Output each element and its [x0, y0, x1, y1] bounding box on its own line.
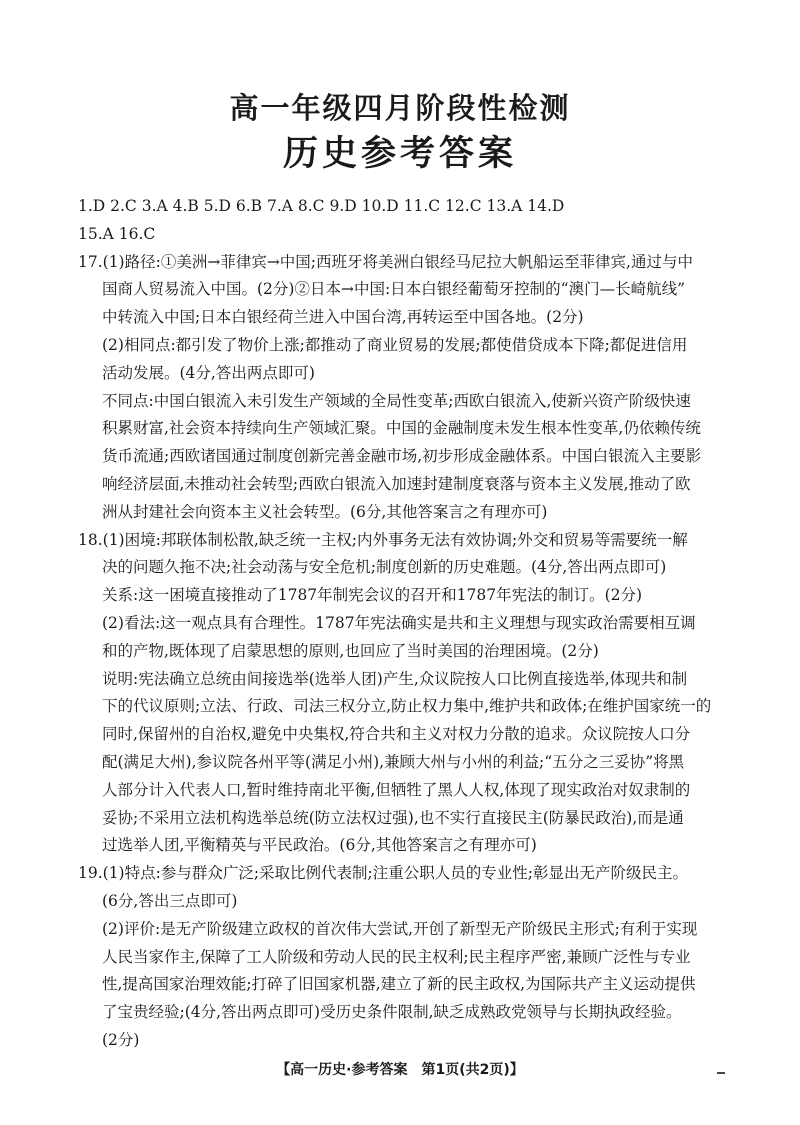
answer-line: 17.(1)路径:①美洲→菲律宾→中国;西班牙将美洲白银经马尼拉大帆船运至菲律宾,通过与中: [78, 252, 693, 271]
answer-line: 积累财富,社会资本持续向生产领域汇聚。中国的金融制度未发生根本性变革,仍依赖传统: [102, 419, 701, 438]
answer-line: 18.(1)困境:邦联体制松散,缺乏统一主权;内外事务无法有效协调;外交和贸易等需要统一解: [78, 530, 688, 549]
answer-line: 和的产物,既体现了启蒙思想的原则,也回应了当时美国的治理困境。(2分): [102, 641, 599, 660]
answer-line: 人部分计入代表人口,暂时维持南北平衡,但牺牲了黑人人权,体现了现实政治对奴隶制的: [102, 780, 691, 799]
answer-line: 19.(1)特点:参与群众广泛;采取比例代表制;注重公职人员的专业性;彰显出无产阶级民主。: [78, 864, 688, 883]
answer-line: 响经济层面,未推动社会转型;西欧白银流入加速封建制度衰落与资本主义发展,推动了欧: [102, 474, 691, 493]
answer-line: 说明:宪法确立总统由间接选举(选举人团)产生,众议院按人口比例直接选举,体现共和制: [102, 669, 688, 688]
corner-mark: [717, 1072, 725, 1074]
answer-key-title: 历史参考答案: [282, 134, 517, 174]
answer-line: (2)评价:是无产阶级建立政权的首次伟大尝试,开创了新型无产阶级民主形式;有利于实现: [102, 919, 698, 938]
exam-title: 高一年级四月阶段性检测: [229, 91, 571, 125]
page-footer: 【高一历史·参考答案 第1页(共2页)】: [276, 1062, 524, 1078]
answer-line: 配(满足大州),参议院各州平等(满足小州),兼顾大州与小州的利益;“五分之三妥协”将黑: [102, 752, 685, 771]
answer-line: 国商人贸易流入中国。(2分)②日本→中国:日本白银经葡萄牙控制的“澳门—长崎航线”: [102, 280, 686, 299]
answer-line: (6分,答出三点即可): [102, 891, 238, 910]
answer-line: (2分): [102, 1030, 140, 1049]
answer-line: 1.D 2.C 3.A 4.B 5.D 6.B 7.A 8.C 9.D 10.D 11.C 12.C 13.A 14.D: [78, 197, 565, 215]
answer-line: 性,提高国家治理效能;打碎了旧国家机器,建立了新的民主政权,为国际共产主义运动提供: [102, 975, 696, 994]
answer-line: 关系:这一困境直接推动了1787年制宪会议的召开和1787年宪法的制订。(2分): [102, 586, 643, 605]
answer-line: 15.A 16.C: [78, 224, 156, 243]
answer-line: 决的问题久拖不决;社会动荡与安全危机;制度创新的历史难题。(4分,答出两点即可): [102, 558, 667, 577]
answer-line: 不同点:中国白银流入未引发生产领域的全局性变革;西欧白银流入,使新兴资产阶级快速: [102, 391, 691, 410]
answer-line: 中转流入中国;日本白银经荷兰进入中国台湾,再转运至中国各地。(2分): [102, 308, 584, 327]
answer-line: (2)相同点:都引发了物价上涨;都推动了商业贸易的发展;都使借贷成本下降;都促进信用: [102, 335, 688, 354]
answer-line: (2)看法:这一观点具有合理性。1787年宪法确实是共和主义理想与现实政治需要相互调: [102, 613, 696, 632]
answer-line: 洲从封建社会向资本主义社会转型。(6分,其他答案言之有理亦可): [102, 502, 548, 521]
answer-line: 下的代议原则;立法、行政、司法三权分立,防止权力集中,维护共和政体;在维护国家统一的: [102, 697, 712, 716]
answer-line: 了宝贵经验;(4分,答出两点即可)受历史条件限制,缺乏成熟政党领导与长期执政经验。: [102, 1003, 682, 1022]
answer-body: [78, 193, 728, 1055]
answer-line: 活动发展。(4分,答出两点即可): [102, 363, 315, 382]
answer-line: 过选举人团,平衡精英与平民政治。(6分,其他答案言之有理亦可): [102, 836, 537, 855]
answer-line: 人民当家作主,保障了工人阶级和劳动人民的民主权利;民主程序严密,兼顾广泛性与专业: [102, 947, 691, 966]
answer-line: 妥协;不采用立法机构选举总统(防立法权过强),也不实行直接民主(防暴民政治),而是通: [102, 808, 684, 827]
answer-line: 货币流通;西欧诸国通过制度创新完善金融市场,初步形成金融体系。中国白银流入主要影: [102, 447, 702, 466]
answer-line: 同时,保留州的自治权,避免中央集权,符合共和主义对权力分散的追求。众议院按人口分: [102, 725, 691, 744]
